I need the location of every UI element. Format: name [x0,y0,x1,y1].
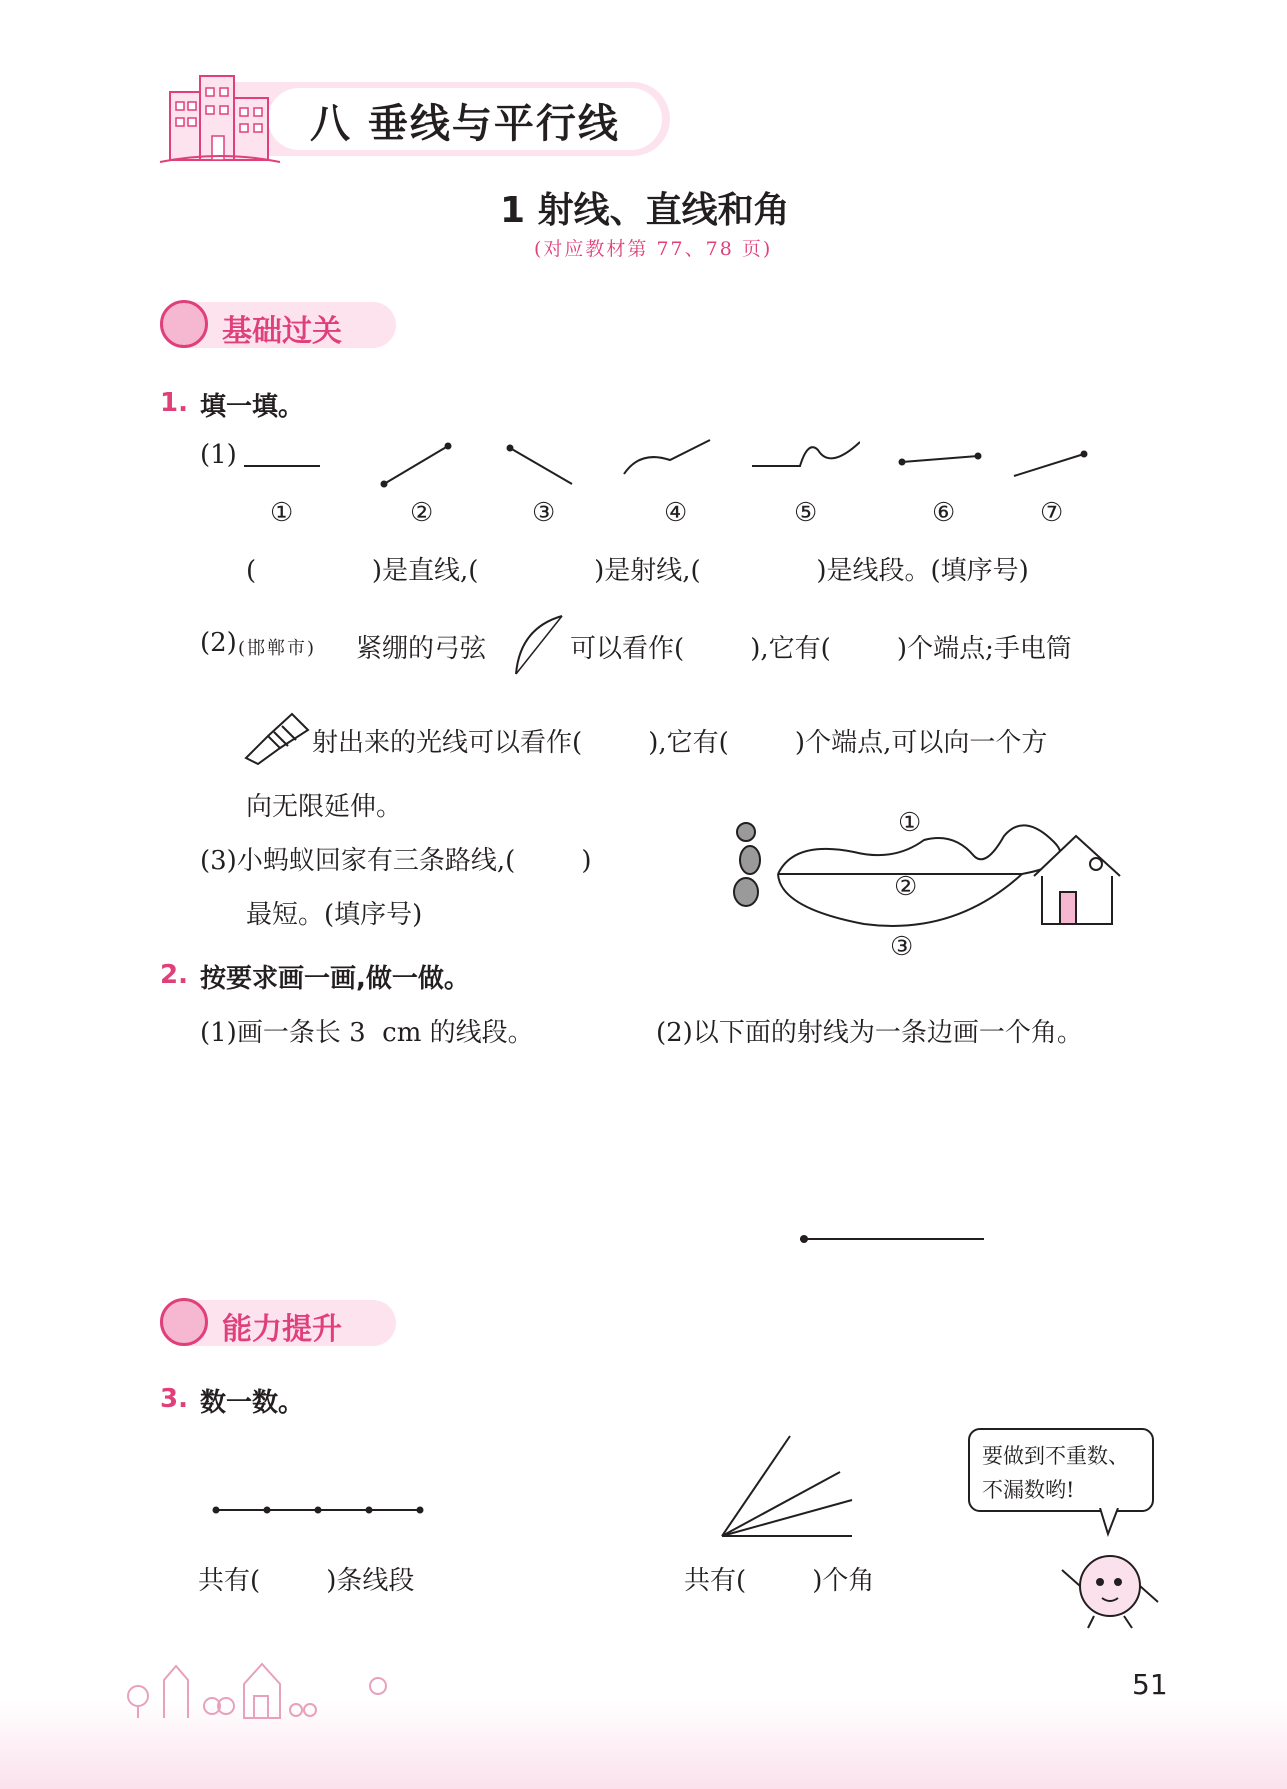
figure-label-2: ② [410,498,434,528]
question-number-2: 2. [160,960,188,990]
q3-right-answer: 共有( )个角 [684,1566,875,1596]
figure-4-curve [624,440,710,474]
question-title-3: 数一数。 [200,1388,305,1418]
route-label-2: ② [894,872,918,902]
figure-2-ray [384,446,448,484]
q1-part1-label: (1) [200,440,237,470]
section-title-advanced: 能力提升 [222,1312,342,1347]
ant-icon [734,823,760,906]
lesson-reference: (对应教材第 77、78 页) [534,238,773,260]
figure-label-1: ① [270,498,294,528]
route-label-3: ③ [890,932,914,962]
q1-part2-city: (邯郸市) [238,638,317,659]
question-title-2: 按要求画一画,做一做。 [200,964,470,994]
question-number-3: 3. [160,1384,188,1414]
q1-part3-line2: 最短。(填序号) [246,900,423,930]
footer-town-icon [120,1640,420,1720]
figure-5-curve [752,442,860,466]
figure-label-7: ⑦ [1040,498,1064,528]
building-icon [150,62,290,166]
route-label-1: ① [898,808,922,838]
chapter-title: 八 垂线与平行线 [310,101,620,147]
q3-left-answer: 共有( )条线段 [198,1566,415,1596]
ray-endpoint [800,1235,808,1243]
q1-part2-text-a: 紧绷的弓弦 [356,634,487,664]
q1-part2-text-c: 射出来的光线可以看作( ),它有( )个端点,可以向一个方 [312,728,1048,758]
ant-route-figure [724,812,1134,962]
figure-label-5: ⑤ [794,498,818,528]
section-title-basic: 基础过关 [222,314,342,349]
question-number-1: 1. [160,388,188,418]
mascot-icon [1054,1540,1164,1630]
bow-icon [510,610,566,678]
house-icon [1034,836,1120,924]
line-figures-right [890,440,1100,480]
q2-part1: (1)画一条长 3 cm 的线段。 [200,1018,534,1048]
figure-7-ray [1014,454,1084,476]
figure-3-ray [510,448,572,484]
question-title-1: 填一填。 [200,392,305,422]
q1-part2-text-b: 可以看作( ),它有( )个端点;手电筒 [570,634,1072,664]
speech-bubble-tail [1096,1508,1126,1538]
q1-part1-answer: ( )是直线,( )是射线,( )是线段。(填序号) [246,556,1029,586]
figure-label-4: ④ [664,498,688,528]
bubble-line-2: 不漏数哟! [982,1478,1075,1502]
flashlight-icon [240,708,314,766]
page-number: 51 [1132,1668,1168,1701]
q1-part2-text-d: 向无限延伸。 [246,792,403,822]
line-figures [240,430,860,494]
q1-part3-line1: (3)小蚂蚁回家有三条路线,( ) [200,846,592,876]
figure-6-segment [902,456,978,462]
given-ray [800,1238,984,1240]
q2-part2: (2)以下面的射线为一条边画一个角。 [656,1018,1083,1048]
lesson-title: 1 射线、直线和角 [500,190,790,231]
figure-label-6: ⑥ [932,498,956,528]
bubble-line-1: 要做到不重数、 [982,1444,1129,1468]
points-on-line [210,1498,430,1522]
q1-part2-label: (2) [200,628,237,658]
student-icon [160,300,208,348]
angle-rays-figure [716,1428,856,1542]
figure-label-3: ③ [532,498,556,528]
trophy-icon [160,1298,208,1346]
